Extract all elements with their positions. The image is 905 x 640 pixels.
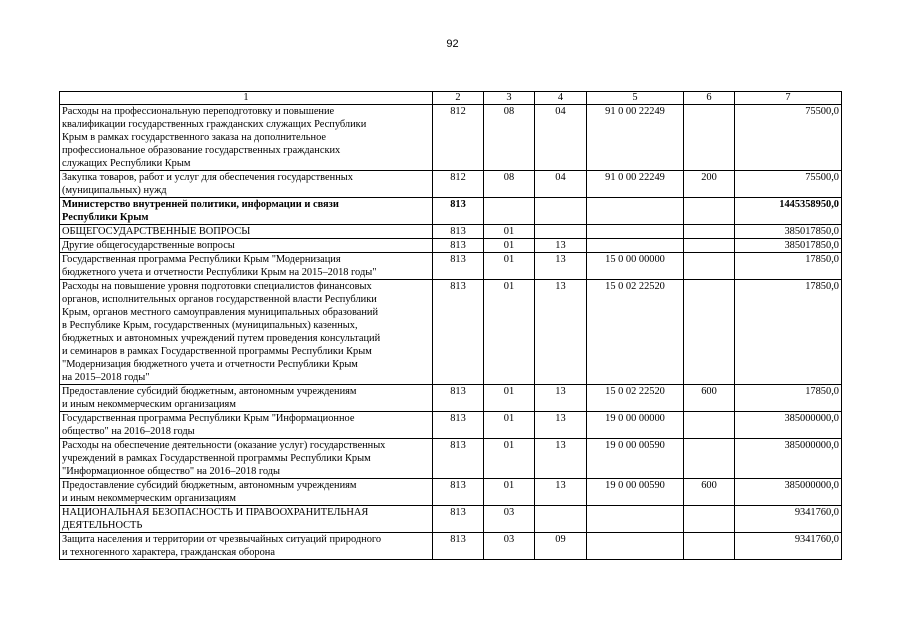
row-section-code: 01 — [484, 280, 535, 385]
row-section-code: 01 — [484, 479, 535, 506]
table-row — [60, 439, 842, 479]
row-target-article — [587, 533, 684, 560]
row-section-code: 01 — [484, 225, 535, 239]
row-description: Министерство внутренней политики, информации и связи Республики Крым — [60, 198, 433, 225]
row-ministry-code: 813 — [433, 198, 484, 225]
row-description: Расходы на профессиональную переподготовку и повышение квалификации государственных гражданских служащих Республики Крым в рамках государственного заказа на дополнительное профессиональное образование государственных гражданских служащих Республики Крым — [60, 105, 433, 171]
table-row — [60, 385, 842, 412]
row-subsection-code — [535, 198, 587, 225]
row-target-article: 91 0 00 22249 — [587, 171, 684, 198]
row-target-article: 15 0 02 22520 — [587, 280, 684, 385]
row-target-article — [587, 239, 684, 253]
row-ministry-code: 813 — [433, 439, 484, 479]
row-target-article — [587, 198, 684, 225]
row-amount: 17850,0 — [735, 385, 842, 412]
row-expense-type — [684, 105, 735, 171]
row-description: Предоставление субсидий бюджетным, автономным учреждениям и иным некоммерческим организациям — [60, 385, 433, 412]
row-section-code — [484, 198, 535, 225]
row-amount: 1445358950,0 — [735, 198, 842, 225]
row-target-article — [587, 225, 684, 239]
budget-table — [59, 91, 842, 560]
column-header: 3 — [484, 92, 535, 105]
row-subsection-code: 13 — [535, 479, 587, 506]
row-ministry-code: 813 — [433, 506, 484, 533]
column-header: 2 — [433, 92, 484, 105]
row-ministry-code: 813 — [433, 533, 484, 560]
table-row — [60, 479, 842, 506]
row-target-article: 15 0 02 22520 — [587, 385, 684, 412]
row-expense-type: 600 — [684, 385, 735, 412]
row-section-code: 01 — [484, 385, 535, 412]
row-amount: 17850,0 — [735, 280, 842, 385]
column-header: 5 — [587, 92, 684, 105]
column-header: 1 — [60, 92, 433, 105]
row-amount: 385000000,0 — [735, 479, 842, 506]
row-subsection-code: 13 — [535, 412, 587, 439]
row-target-article: 19 0 00 00590 — [587, 439, 684, 479]
row-subsection-code: 13 — [535, 239, 587, 253]
row-section-code: 01 — [484, 439, 535, 479]
row-ministry-code: 812 — [433, 105, 484, 171]
row-subsection-code: 13 — [535, 439, 587, 479]
column-header: 6 — [684, 92, 735, 105]
table-row — [60, 412, 842, 439]
row-ministry-code: 813 — [433, 385, 484, 412]
row-expense-type — [684, 225, 735, 239]
row-section-code: 08 — [484, 171, 535, 198]
row-amount: 385017850,0 — [735, 239, 842, 253]
row-section-code: 08 — [484, 105, 535, 171]
table-row — [60, 105, 842, 171]
page-number: 92 — [446, 38, 459, 50]
table-row — [60, 253, 842, 280]
row-amount: 75500,0 — [735, 105, 842, 171]
row-target-article: 15 0 00 00000 — [587, 253, 684, 280]
row-amount: 9341760,0 — [735, 506, 842, 533]
row-ministry-code: 812 — [433, 171, 484, 198]
row-description: Расходы на повышение уровня подготовки специалистов финансовых органов, исполнительных органов государственной власти Республики Крым, органов местного самоуправления муниципальных образований в Республике Крым, государственных (муниципальных) казенных, бюджетных и автономных учреждений путем проведения консультаций и семинаров в рамках Государственной программы Республики Крым "Модернизация бюджетного учета и отчетности Республики Крым на 2015–2018 годы" — [60, 280, 433, 385]
table-row — [60, 533, 842, 560]
row-amount: 385017850,0 — [735, 225, 842, 239]
row-expense-type — [684, 506, 735, 533]
row-description: Расходы на обеспечение деятельности (оказание услуг) государственных учреждений в рамках Государственной программы Республики Крым "Информационное общество" на 2016–2018 годы — [60, 439, 433, 479]
row-ministry-code: 813 — [433, 479, 484, 506]
row-description: Закупка товаров, работ и услуг для обеспечения государственных (муниципальных) нужд — [60, 171, 433, 198]
row-subsection-code: 13 — [535, 253, 587, 280]
table-row — [60, 239, 842, 253]
row-expense-type — [684, 412, 735, 439]
row-expense-type — [684, 198, 735, 225]
row-subsection-code: 13 — [535, 385, 587, 412]
row-target-article: 19 0 00 00590 — [587, 479, 684, 506]
row-description: Другие общегосударственные вопросы — [60, 239, 433, 253]
row-ministry-code: 813 — [433, 280, 484, 385]
row-description: Государственная программа Республики Крым "Модернизация бюджетного учета и отчетности Республики Крым на 2015–2018 годы" — [60, 253, 433, 280]
column-header: 4 — [535, 92, 587, 105]
row-amount: 75500,0 — [735, 171, 842, 198]
table-row — [60, 198, 842, 225]
row-expense-type — [684, 439, 735, 479]
row-subsection-code — [535, 506, 587, 533]
row-subsection-code — [535, 225, 587, 239]
row-description: Защита населения и территории от чрезвычайных ситуаций природного и техногенного характера, гражданская оборона — [60, 533, 433, 560]
table-row — [60, 506, 842, 533]
header-row — [60, 92, 842, 105]
row-expense-type — [684, 253, 735, 280]
row-amount: 17850,0 — [735, 253, 842, 280]
row-subsection-code: 09 — [535, 533, 587, 560]
row-description: ОБЩЕГОСУДАРСТВЕННЫЕ ВОПРОСЫ — [60, 225, 433, 239]
column-header: 7 — [735, 92, 842, 105]
row-ministry-code: 813 — [433, 412, 484, 439]
row-target-article: 19 0 00 00000 — [587, 412, 684, 439]
row-section-code: 01 — [484, 239, 535, 253]
row-amount: 385000000,0 — [735, 412, 842, 439]
table-body — [60, 92, 842, 560]
row-section-code: 01 — [484, 412, 535, 439]
row-section-code: 03 — [484, 506, 535, 533]
row-expense-type — [684, 533, 735, 560]
table-row — [60, 171, 842, 198]
row-expense-type — [684, 239, 735, 253]
row-expense-type: 200 — [684, 171, 735, 198]
row-target-article: 91 0 00 22249 — [587, 105, 684, 171]
row-section-code: 01 — [484, 253, 535, 280]
table-row — [60, 280, 842, 385]
row-amount: 9341760,0 — [735, 533, 842, 560]
row-subsection-code: 04 — [535, 171, 587, 198]
row-section-code: 03 — [484, 533, 535, 560]
row-target-article — [587, 506, 684, 533]
row-ministry-code: 813 — [433, 239, 484, 253]
row-description: Государственная программа Республики Крым "Информационное общество" на 2016–2018 годы — [60, 412, 433, 439]
table-row — [60, 225, 842, 239]
row-ministry-code: 813 — [433, 253, 484, 280]
row-expense-type: 600 — [684, 479, 735, 506]
row-subsection-code: 13 — [535, 280, 587, 385]
row-subsection-code: 04 — [535, 105, 587, 171]
row-description: НАЦИОНАЛЬНАЯ БЕЗОПАСНОСТЬ И ПРАВООХРАНИТЕЛЬНАЯ ДЕЯТЕЛЬНОСТЬ — [60, 506, 433, 533]
row-ministry-code: 813 — [433, 225, 484, 239]
row-expense-type — [684, 280, 735, 385]
row-description: Предоставление субсидий бюджетным, автономным учреждениям и иным некоммерческим организациям — [60, 479, 433, 506]
row-amount: 385000000,0 — [735, 439, 842, 479]
